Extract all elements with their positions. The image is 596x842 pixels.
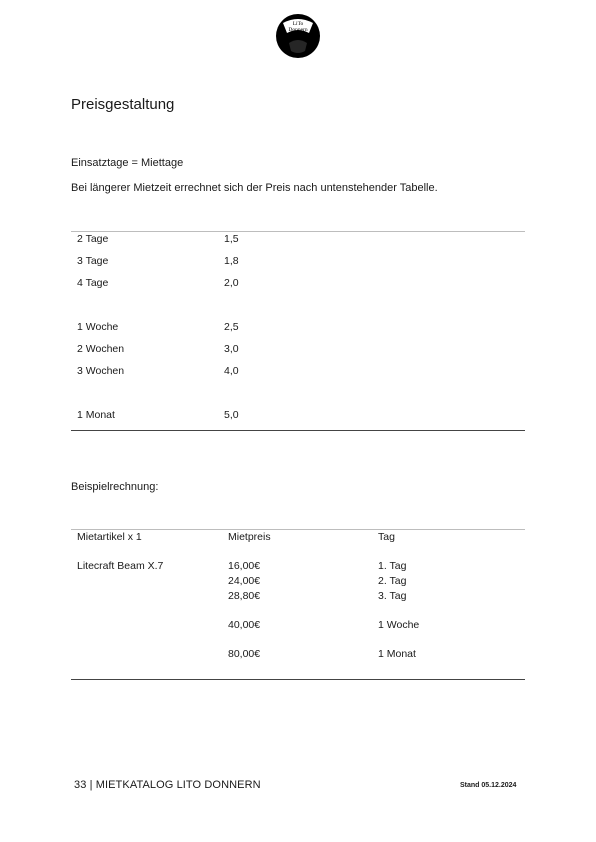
factor-period: 4 Tage bbox=[77, 277, 109, 289]
example-day: 1. Tag bbox=[378, 560, 407, 572]
example-day: 2. Tag bbox=[378, 575, 407, 587]
example-day: 1 Woche bbox=[378, 619, 420, 631]
factor-value: 1,8 bbox=[224, 255, 239, 267]
example-bottom-rule bbox=[71, 679, 525, 680]
example-header-day: Tag bbox=[378, 531, 395, 543]
intro-line-1: Einsatztage = Miettage bbox=[71, 157, 184, 169]
factor-value: 2,0 bbox=[224, 277, 239, 289]
factor-period: 3 Tage bbox=[77, 255, 109, 267]
example-price: 16,00€ bbox=[228, 560, 261, 572]
footer-date: Stand 05.12.2024 bbox=[460, 782, 517, 789]
example-day: 1 Monat bbox=[378, 648, 416, 660]
factor-period: 2 Wochen bbox=[77, 343, 125, 355]
table-top-rule bbox=[71, 231, 525, 232]
intro-line-2: Bei längerer Mietzeit errechnet sich der Preis nach untenstehender Tabelle. bbox=[71, 182, 438, 194]
factor-period: 2 Tage bbox=[77, 233, 109, 245]
table-bottom-rule bbox=[71, 430, 525, 431]
factor-value: 3,0 bbox=[224, 343, 239, 355]
logo-text-line2: Donnern bbox=[288, 27, 308, 33]
example-item-name: Litecraft Beam X.7 bbox=[77, 560, 164, 572]
example-price: 80,00€ bbox=[228, 648, 261, 660]
factor-period: 3 Wochen bbox=[77, 365, 125, 377]
factor-value: 1,5 bbox=[224, 233, 239, 245]
logo-text-line1: LiTo bbox=[292, 21, 304, 27]
page-title: Preisgestaltung bbox=[71, 96, 175, 113]
lito-donnern-logo bbox=[275, 13, 321, 59]
factor-period: 1 Monat bbox=[77, 409, 115, 421]
example-price: 24,00€ bbox=[228, 575, 261, 587]
factor-value: 2,5 bbox=[224, 321, 239, 333]
example-price: 40,00€ bbox=[228, 619, 261, 631]
example-header-item: Mietartikel x 1 bbox=[77, 531, 142, 543]
factor-value: 4,0 bbox=[224, 365, 239, 377]
example-heading: Beispielrechnung: bbox=[71, 481, 159, 493]
footer-page-label: 33 | MIETKATALOG LITO DONNERN bbox=[74, 779, 261, 791]
example-price: 28,80€ bbox=[228, 590, 261, 602]
example-day: 3. Tag bbox=[378, 590, 407, 602]
example-top-rule bbox=[71, 529, 525, 530]
factor-value: 5,0 bbox=[224, 409, 239, 421]
factor-period: 1 Woche bbox=[77, 321, 119, 333]
example-header-price: Mietpreis bbox=[228, 531, 271, 543]
